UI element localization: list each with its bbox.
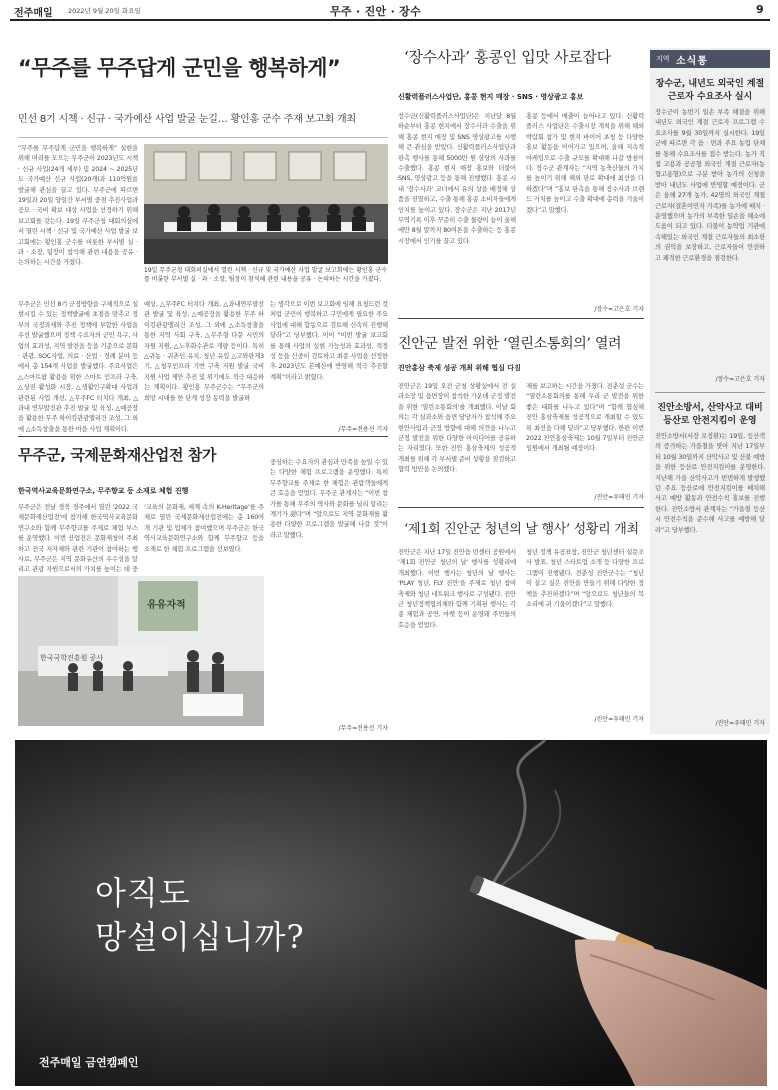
- article1-headline: “무주를 무주답게 군민을 행복하게”: [18, 56, 341, 80]
- article4-headline: 무주군, 국제문화재산업전 참가: [18, 446, 217, 464]
- article2-byline: /장수=고은호 기자: [594, 306, 644, 313]
- article1-bottom-rule: [18, 436, 388, 437]
- article3-col1: 진안군은 19일 오전 군청 상황실에서 전 실과소장 및 읍면장이 참석한 가운데 군정 발전을 위한 '열린소통회의'를 개최했다. 이날 회의는 각 실과소와 읍면 담당자가 참석해 주요 현안사업과 군정 방향에 대해 의견을 나누고 군정 발전을 위한 다양한 아이디어를 공유하는 자리였다. 또한 진안 홍삼축제의 성공적 개최를 위해 각 부서별 준비 상황을 점검하고 협력 방안을 논의했다.: [398, 383, 516, 474]
- article1-col1: “무주를 무주답게 군민을 행복하게” 실현을 위해 머리를 모으는 무주군이 2023년도 시책 · 신규 사업(24개 세부) 및 2024 ~ 2025년도 국가예산 신규 사업(20개)과 110억원을 발굴해 관심을 끌고 있다. 무주군에 따르면 19일과 20일 양일간 부서별 중점 추진사업과 공모 · 국비 확보 대상 사업을 선정하기 위해 보고회를 갖는다. 19일 무주군청 대회의실에서 열린 시책 · 신규 및 국가예산 사업 발굴 보고회에는 황인홍 군수를 비롯한 부서별 실 · 과 · 소장, 팀장이 참석해 관련 내용을 공유 · 논의하는 시간을 가졌다.: [18, 145, 138, 267]
- article5-col1: 진안군은 지난 17일 진안읍 빈센터 공원에서 '제1회 진안군 청년의 날' 행사를 성황리에 개최했다. 이번 행사는 청년의 날 행사는 'PLAY 청년, FLY 진안'을 주제로 청년 참여 축제와 청년 네트워크 행사로 구성됐다. 진안군 청년정책협의체와 함께 기획된 행사는 각종 체험과 공연, 마켓 등이 운영돼 주민들의 호응을 얻었다.: [398, 549, 516, 629]
- article4-photo: [18, 576, 264, 726]
- sidebar-header: [650, 50, 770, 68]
- article3-bottom-rule: [398, 507, 644, 508]
- issue-date: 2022년 9월 20일 화요일: [68, 7, 141, 15]
- article1-byline: /무주=전용선 기자: [338, 426, 388, 433]
- article3-col2: 제를 보고하는 시간을 가졌다. 전춘성 군수는 “열린소통회의를 통해 우리 군 발전을 위한 좋은 대화를 나누고 있다”며 “함께 협심해 진안 홍삼축제를 성공적으로 개최할 수 있도록 최선을 다해 달라”고 당부했다. 한편 이번 2022 진안홍삼축제는 10월 7일부터 진안군 일원에서 개최될 예정이다.: [526, 383, 644, 453]
- article3-byline: /진안=우태민 기자: [594, 494, 644, 501]
- article4-col1: 무주군은 전날 경북 경주에서 열린 '2022 국제문화재산업전'에 참가해 한국역사교육문화연구소와 함께 무주향교를 주제로 체험 부스를 운영했다. 이번 산업전은 문화재청이 주최하고 전국 지자체와 관련 기관이 참여하는 행사로, 무주군은 지역 문화유산의 우수성을 알리고 관광 자원으로서의 가치를 높이는 데 중: [18, 504, 138, 574]
- article4-photo-sign-2: 한국국학진흥원 공사: [40, 654, 104, 662]
- article2-subheadline: 신활력플러스사업단, 홍콩 현지 매장 · SNS · 영상광고 홍보: [398, 93, 584, 101]
- sidebar-item2-byline: /진안=우태민 기자: [715, 720, 765, 727]
- sidebar-item1-body: 장수군이 농번기 일손 부족 해결을 위해 내년도 외국인 계절 근로자 프로그램 수요조사를 9월 30일까지 실시한다. 19일 군에 따르면 각 읍 · 면과 주요 농업 단체를 통해 수요조사를 접수 받는다. 농가 직접 고용과 공공형 외국인 계절 근로자(농협고용형)으로 구분 받아 농가의 신청을 받아 내년도 사업에 반영할 예정이다. 군은 올해 27개 농가, 42명의 외국인 계절 근로자(결혼이민자 가족)를 농가에 배치 · 운영했으며 농가의 부족한 일손을 해소에 도움이 되고 있다. 더불어 농약업 기관에 속해있는 외국인 계절 근로자들의 최소한의 권익을 보장하고, 근로자들이 안전하고 쾌적한 근로환경을 점검한다.: [655, 109, 765, 262]
- ad-headline-line1: 아직도: [95, 874, 191, 912]
- sidebar-item1-byline: /장수=고은호 기자: [715, 376, 765, 383]
- article4-col3: 중심하는 수요자의 관심과 만족을 높일 수 있는 다양한 체험 프로그램을 운영했다. 특히 무주향교를 주제로 한 체험은 관람객들에게 큰 호응을 얻었다. 무주군 관계자는 “이번 참가를 통해 무주의 역사와 문화를 널리 알리는 계기가 됐다”며 “앞으로도 지역 문화재를 활용한 다양한 프로그램을 발굴해 나갈 것”이라고 말했다.: [270, 459, 388, 539]
- article1-subheadline: 민선 8기 시책 · 신규 · 국가예산 사업 발굴 눈길… 황인홍 군수 주재 보고회 개최: [18, 114, 356, 125]
- article2-headline: ‘장수사과’ 홍콩인 입맛 사로잡다: [404, 48, 611, 66]
- article2-col2: 홍콩 등에서 매출이 늘어나고 있다. 신활력 플러스 사업단은 수출시장 개척을 위해 해외박람회 참가 및 현지 바이어 초청 등 다양한 홍보 활동을 이어가고 있으며, 올해 지속적 마케팅으로 수출 규모를 확대해 나갈 방침이다. 장수군 관계자는 “지역 농축산물의 가치를 높이기 위해 해외 판로 확대에 최선을 다하겠다”며 “홍보 판촉을 통해 장수사과 브랜드 가치를 높이고 수출 확대에 총력을 기울이겠다”고 말했다.: [526, 113, 644, 214]
- sidebar-item2-headline: 진안소방서, 산악사고 대비 등산로 안전지킴이 운영: [657, 403, 763, 426]
- article1-col3: 예상, △무주FC 터치다 개최, △과내연무발전관 발굴 및 육성, △예공장을 활용한 무주 하이킹관광엘리건 조성, 그 외에 △소득창출을 통한 지역 사회 구축, △무주형 다문 시민의 자원 지원, △노후화수관로 개량 등이다. 특히 △귀농 · 귀촌인 유치, 청년 유입 △고와판제3기, △청무인프라 기반 구축 지원 발굴 국비 지원 사업 제안 추진 및 위기에도 적극 대응하는 계획이다. 황인홍 무주군수는 “무주군의 희망 시대를 한 단계 성장 동력을 발굴하: [144, 301, 264, 402]
- article4-photo-sign-1: 유유자적: [147, 600, 186, 611]
- sidebar-label: 지역: [656, 55, 670, 63]
- paper-name: 전주매일: [14, 8, 53, 19]
- article5-byline: /진안=우태민 기자: [594, 716, 644, 723]
- sidebar-title: 소식통: [676, 56, 708, 67]
- sidebar-item1-headline: 장수군, 내년도 외국인 계절 근로자 수요조사 실시: [655, 79, 765, 102]
- article4-byline: /무주=전용선 기자: [338, 725, 388, 732]
- ad-headline-line2: 망설이십니까?: [95, 918, 305, 956]
- ad-footer: 전주매일 금연캠페인: [39, 1056, 139, 1069]
- article4-subheadline: 한국역사교육문화연구소, 무주향교 등 소재로 체험 진행: [18, 487, 189, 495]
- article5-headline: ‘제1회 진안군 청년의 날 행사’ 성황리 개최: [404, 522, 639, 537]
- article3-headline: 진안군 발전 위한 ‘열린소통회의’ 열려: [398, 336, 622, 352]
- article2-bottom-rule: [398, 318, 644, 319]
- article1-col2: 무주군은 민선 8기 군정방향을 구체적으로 실현시킬 수 있는 정책발굴에 초점을 맞추고 정부의 국정과제와 추진 정책에 부합한 사업을 우선 발굴했으며 정책 수요자의 군민 욕구, 사업의 효과성, 지역 발전을 등을 기준으로 문화 · 관광, SOC사업, 의료 · 산업 · 정례 분야 등에서 총 154개 사업을 발굴했다. 주요사업은 △스마트팜 활용을 위한 스마트 인프라 구축, △상권 활성화 시장, △생활인구확대 사업과 관련된 사업 개선, △무주FC 터치다 개최, △과내 연무발전관 추진 발굴 및 육성, △예공장을 활용한 무주 하이킹관광엘리건 조성, 그 외에 △소득창출을 통한 마을 사업 계획이다.: [18, 301, 138, 433]
- sidebar-item2-body: 진안소방서(서장 오정환)는 19일, 등산객의 증가하는 가을철을 맞아 지난 17일부터 10월 30일까지 산악사고 및 산불 예방을 위한 등산로 안전지킴이를 운영한다. 지난해 가을 산악사고가 빈번하게 발생했던 주요 등산로에 안전지킴이를 배치해 사고 예방 활동과 안전수칙 홍보를 진행한다. 진안소방서 관계자는 “가을철 등산 시 안전수칙을 준수해 사고를 예방해 달라”고 당부했다.: [655, 433, 765, 534]
- section-title: 무주 · 진안 · 장수: [330, 5, 422, 18]
- masthead-rule: [10, 19, 770, 21]
- article1-divider: [18, 137, 388, 138]
- page-number: 9: [756, 3, 764, 16]
- article2-col1: 장수군(신활력플러스사업단)은 지난달 8월 하순부터 홍콩 현지에서 장수사과 수출을 위해 홍콩 현지 매장 및 SNS 영상광고를 시행해 큰 관심을 받았다. 신활력플러스사업단과 판촉 행사를 통해 5000만 원 상당의 사과를 수출했다. 홍콩 현지 매장 홍보와 더불어 SNS, 영상광고 등을 통해 진행했다. 홍콩 시내 '장수사과' 코너에서 유의 상을 배정해 상품을 진열하고, 수출 통해 홍콩 소비자들에게 인지를 높이고 있다. 장수군은 지난 2017년 무역기록 이후 꾸준히 수출 물량이 늘어 올해에만 8월 말까지 80여톤을 수출하는 등 홍콩 시장에서 인기를 끌고 있다.: [398, 113, 516, 245]
- article5-col2: 청년 정책 유공표창, 진안군 청년센터 설문조사 발표, 청년 스타트업 소개 등 다양한 프로그램이 진행됐다. 전춘성 진안군수는 “청년이 살고 싶은 진안을 만들기 위해 다양한 정책을 추진하겠다”며 “앞으로도 청년들의 목소리에 귀 기울이겠다”고 말했다.: [526, 549, 644, 609]
- anti-smoking-ad: [15, 740, 767, 1086]
- sidebar-divider: [655, 392, 765, 393]
- article4-col2: ‘교육의 문화재, 세계 속의 K-Heritage’를 주제로 열린 국제문화재산업전에는 총 160여 개 기관 및 업체가 참여했으며 무주군은 한국역사교육문화연구소와 함께 무주향교 등을 소재로 한 체험 프로그램을 선보였다.: [144, 504, 264, 553]
- article3-subheadline: 진안홍삼 축제 성공 개최 위해 협심 다짐: [398, 364, 521, 372]
- article1-col4: 는 생각으로 이번 보고회에 임해 요청드린 것처럼 군민이 행복하고 구민에게 필요한 주요 사업에 대해 합동으로 검토해 신속히 진행해 달라”고 당부했다. 이어 “이번 발굴 보고회를 통해 사업의 실현 가능성과 효과성, 적정성 등을 신중히 검토하고 최종 사업을 선정한 후 2023년도 본예산에 반영해 적극 추진할 계획”이라고 밝혔다.: [270, 301, 388, 381]
- article1-photo-caption: 19일 무주군청 대회의실에서 열린 시책 · 신규 및 국가예산 사업 발굴 보고회에는 황인홍 군수를 비롯한 부서별 실 · 과 · 소장, 팀장이 참석해 관련 내용을 공유 · 논의하는 시간을 가졌다.: [144, 267, 387, 283]
- article1-photo: [144, 144, 388, 264]
